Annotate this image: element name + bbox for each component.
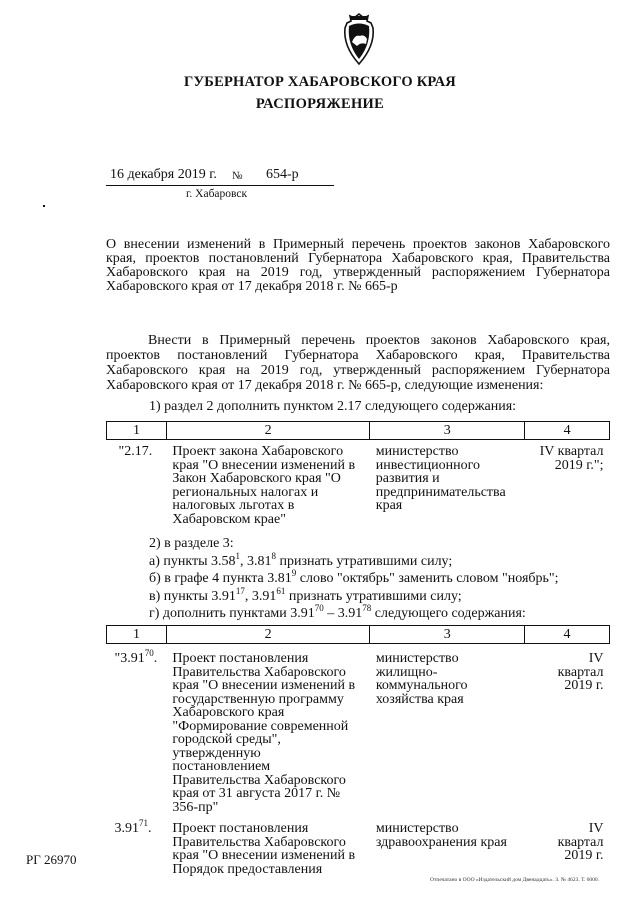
table-section-3	[106, 625, 610, 876]
item-2d: г) дополнить пунктами 3.91$^{70}$ – 3.91$^{78}$ следующего содержания:	[149, 603, 526, 621]
table-row	[107, 644, 610, 815]
col-header: 4	[525, 626, 610, 644]
section-3-list	[149, 535, 559, 623]
row-ministry: министерство инвестиционного развития и предпринимательства края	[375, 444, 506, 513]
col-header: 1	[107, 626, 167, 644]
row-title: Проект закона Хабаровского края "О внесении изменений в Закон Хабаровского края "О региональных налогах и налоговых льготах в Хабаровском крае"	[172, 444, 356, 527]
document-subject: О внесении изменений в Примерный перечень проектов законов Хабаровского края, проектов постановлений Губернатора Хабаровского края, Правительства Хабаровского края на 2019 год, утвержденный распоряжением Губернатора Хабаровского края от 17 декабря 2018 г. № 665-р	[106, 237, 610, 294]
row-ministry: министерство жилищно-коммунального хозяйства края	[375, 651, 468, 707]
registration-code: РГ 26970	[26, 852, 77, 867]
row-ministry: министерство здравоохранения края	[375, 821, 507, 850]
col-header: 4	[525, 422, 610, 440]
table-section-2	[106, 421, 610, 526]
table-header-row	[107, 626, 610, 644]
document-date: 16 декабря 2019 г.	[110, 167, 217, 182]
item-2b: б) в графе 4 пункта 3.81$^9$ слово "октябрь" заменить словом "ноябрь";	[149, 568, 559, 586]
col-header: 3	[370, 422, 525, 440]
city: г. Хабаровск	[186, 188, 248, 200]
item-2a: а) пункты 3.58$^1$, 3.81$^8$ признать утратившими силу;	[149, 550, 453, 569]
item-1: 1) раздел 2 дополнить пунктом 2.17 следующего содержания:	[149, 399, 517, 414]
table-row	[107, 440, 610, 527]
table-row	[107, 814, 610, 876]
col-header: 2	[166, 422, 369, 440]
row-number: 3.91$^{71}$.	[114, 818, 152, 836]
intro-paragraph: Внести в Примерный перечень проектов законов Хабаровского края, проектов постановлений Губернатора Хабаровского края, Правительства Хабаровского края на 2019 год, утвержденный распоряжением Губернатора Хабаровского края от 17 декабря 2018 г. № 665-р, следующие изменения:	[106, 333, 610, 393]
print-imprint: Отпечатано в ООО «Издательский дом Двенадцать». З. № 4623. Т. 6000.	[430, 877, 600, 883]
governor-heading: ГУБЕРНАТОР ХАБАРОВСКОГО КРАЯ	[184, 74, 456, 90]
table-header-row	[107, 422, 610, 440]
row-title: Проект постановления Правительства Хабаровского края "О внесении изменений в Порядок предоставления	[172, 821, 356, 877]
number-label: №	[232, 170, 243, 182]
item-2: 2) в разделе 3:	[149, 536, 234, 551]
item-2c: в) пункты 3.91$^{17}$, 3.91$^{61}$ признать утратившими силу;	[149, 585, 462, 604]
margin-dot	[43, 205, 45, 207]
row-term: IV квартал 2019 г.	[557, 651, 604, 693]
col-header: 1	[107, 422, 167, 440]
row-title: Проект постановления Правительства Хабаровского края "О внесении изменений в государственную программу Хабаровского края "Формирование современной городской среды", утвержденную постановлением Правительства Хабаровского края от 31 августа 2017 г. № 356-пр"	[172, 651, 356, 815]
row-term: IV квартал 2019 г.";	[539, 444, 604, 473]
col-header: 2	[166, 626, 369, 644]
row-number: "2.17.	[118, 444, 153, 459]
col-header: 3	[370, 626, 525, 644]
coat-of-arms-emblem	[333, 12, 385, 70]
date-number-line	[106, 167, 334, 186]
row-term: IV квартал 2019 г.	[557, 821, 604, 863]
document-number: 654-р	[266, 167, 299, 182]
document-type: РАСПОРЯЖЕНИЕ	[255, 96, 385, 112]
row-number: "3.91$^{70}$.	[114, 648, 158, 666]
